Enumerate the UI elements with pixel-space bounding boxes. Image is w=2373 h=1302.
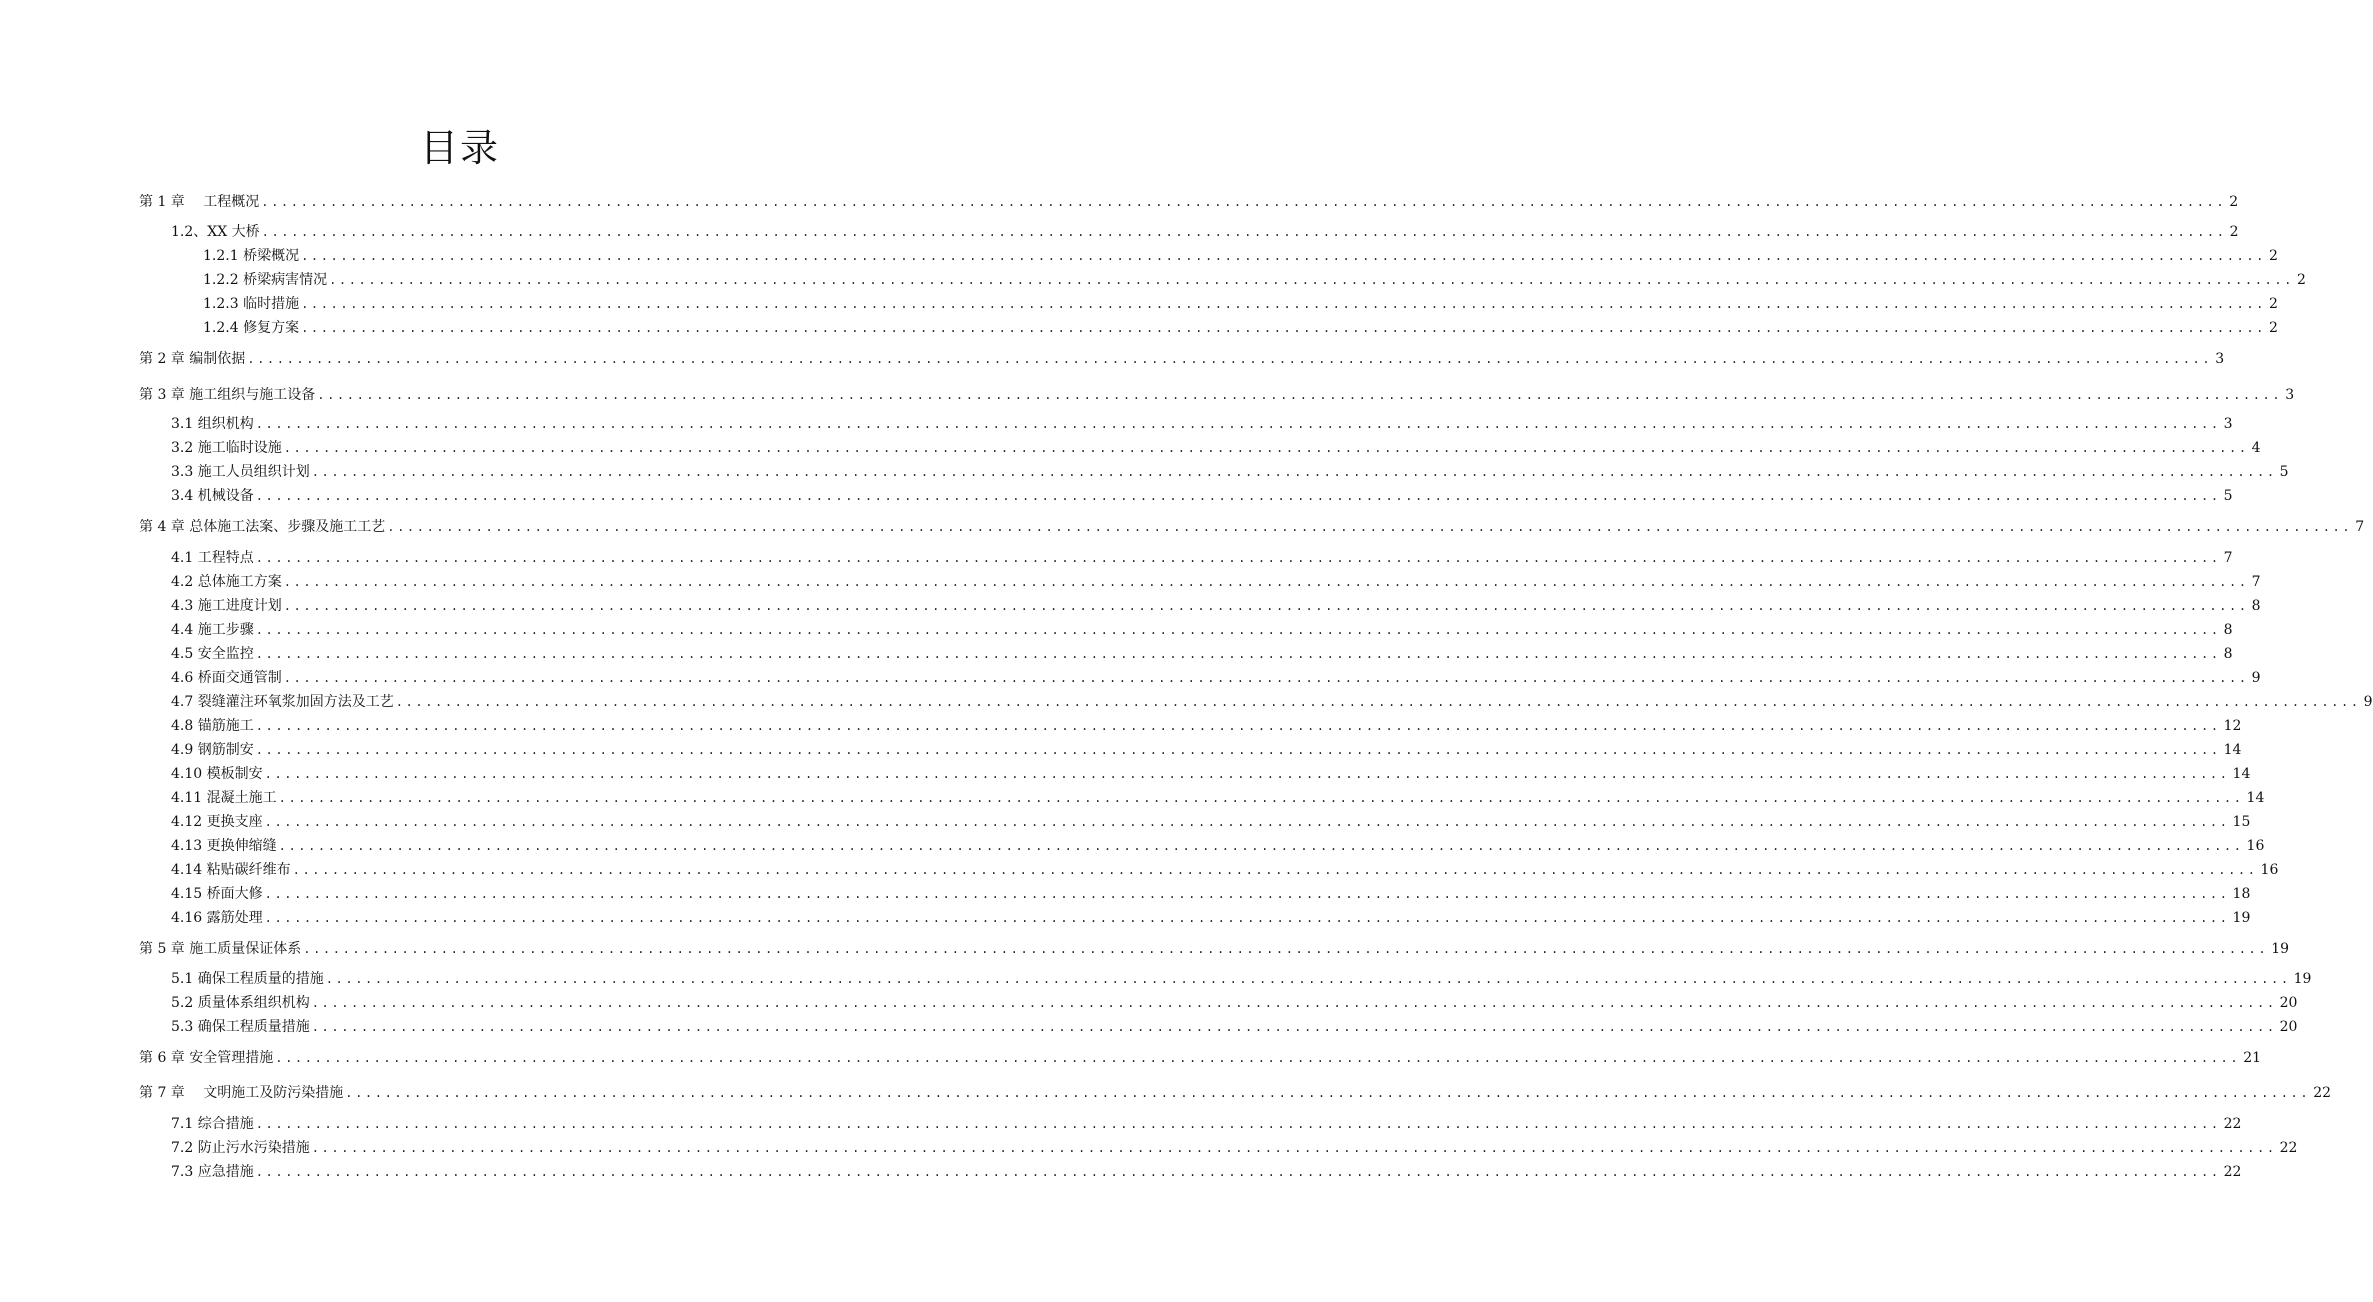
toc-entry-label: 4.10 模板制安	[171, 766, 263, 782]
toc-entry-leader: ........................................................................................................................................................................................................	[261, 195, 2227, 209]
toc-entry-leader: ........................................................................................................................................................................................................	[255, 719, 2221, 733]
toc-entry-page-number: 8	[2251, 598, 2261, 614]
toc-entry-leader: ........................................................................................................................................................................................................	[325, 972, 2291, 986]
toc-entry-page-number: 22	[2223, 1116, 2242, 1132]
toc-entry-page-number: 14	[2223, 742, 2242, 758]
toc-entry-label: 3.4 机械设备	[171, 488, 254, 504]
toc-entry[interactable]	[171, 810, 2251, 834]
toc-entry-label: 7.1 综合措施	[171, 1116, 254, 1132]
toc-entry-leader: ........................................................................................................................................................................................................	[264, 911, 2230, 925]
toc-entry[interactable]	[171, 412, 2233, 436]
toc-entry-page-number: 22	[2279, 1140, 2298, 1156]
toc-entry[interactable]	[139, 347, 2225, 371]
toc-entry-page-number: 7	[2251, 574, 2261, 590]
toc-entry-label: 第 3 章 施工组织与施工设备	[139, 387, 316, 403]
toc-entry-page-number: 14	[2232, 766, 2251, 782]
toc-entry-page-number: 4	[2251, 440, 2261, 456]
toc-entry-page-number: 3	[2285, 387, 2295, 403]
toc-entry[interactable]	[171, 906, 2251, 930]
toc-entry[interactable]	[171, 594, 2261, 618]
toc-entry[interactable]	[139, 1081, 2332, 1105]
toc-entry-label: 1.2.1 桥梁概况	[203, 248, 300, 264]
toc-entry[interactable]	[171, 690, 2373, 714]
toc-entry-page-number: 7	[2223, 550, 2233, 566]
toc-entry-leader: ........................................................................................................................................................................................................	[264, 767, 2230, 781]
toc-entry-page-number: 9	[2363, 694, 2373, 710]
toc-entry[interactable]	[171, 882, 2251, 906]
toc-entry-leader: ........................................................................................................................................................................................................	[278, 839, 2244, 853]
toc-entry-label: 第 4 章 总体施工法案、步骤及施工工艺	[139, 519, 386, 535]
toc-entry-leader: ........................................................................................................................................................................................................	[283, 441, 2249, 455]
toc-entry-leader: ........................................................................................................................................................................................................	[283, 671, 2249, 685]
toc-entry-leader: ........................................................................................................................................................................................................	[255, 743, 2221, 757]
toc-entry-page-number: 2	[2269, 320, 2278, 336]
toc-entry-leader: ........................................................................................................................................................................................................	[292, 863, 2258, 877]
toc-entry-page-number: 12	[2223, 718, 2242, 734]
toc-entry-page-number: 16	[2260, 862, 2279, 878]
toc-entry-leader: ........................................................................................................................................................................................................	[311, 1141, 2277, 1155]
toc-entry-leader: ........................................................................................................................................................................................................	[255, 1117, 2221, 1131]
toc-entry-label: 4.3 施工进度计划	[171, 598, 282, 614]
toc-entry[interactable]	[139, 190, 2239, 214]
toc-entry-label: 4.5 安全监控	[171, 646, 254, 662]
toc-entry-page-number: 21	[2243, 1050, 2262, 1066]
toc-entry-leader: ........................................................................................................................................................................................................	[301, 297, 2266, 311]
toc-entry-leader: ........................................................................................................................................................................................................	[261, 225, 2227, 239]
toc-entry-label: 4.14 粘贴碳纤维布	[171, 862, 291, 878]
toc-entry[interactable]	[139, 1046, 2262, 1070]
toc-entry-leader: ........................................................................................................................................................................................................	[329, 273, 2294, 287]
toc-entry-leader: ........................................................................................................................................................................................................	[345, 1086, 2311, 1100]
toc-entry-leader: ........................................................................................................................................................................................................	[317, 388, 2283, 402]
toc-entry-label: 7.3 应急措施	[171, 1164, 254, 1180]
toc-entry-leader: ........................................................................................................................................................................................................	[311, 1020, 2277, 1034]
toc-entry[interactable]	[171, 1112, 2242, 1136]
toc-entry[interactable]	[171, 460, 2289, 484]
toc-entry-page-number: 2	[2229, 194, 2239, 210]
toc-entry-page-number: 2	[2229, 224, 2239, 240]
toc-entry-leader: ........................................................................................................................................................................................................	[301, 321, 2266, 335]
toc-entry[interactable]	[139, 937, 2290, 961]
toc-entry-label: 4.1 工程特点	[171, 550, 254, 566]
toc-entry[interactable]	[171, 738, 2242, 762]
page-title: 目录	[419, 126, 500, 170]
toc-entry-leader: ........................................................................................................................................................................................................	[311, 996, 2277, 1010]
toc-entry-label: 4.4 施工步骤	[171, 622, 254, 638]
toc-entry[interactable]	[171, 858, 2279, 882]
toc-entry-label: 5.2 质量体系组织机构	[171, 995, 310, 1011]
toc-entry-leader: ........................................................................................................................................................................................................	[255, 647, 2221, 661]
toc-entry[interactable]	[171, 991, 2298, 1015]
toc-entry-label: 4.9 钢筋制安	[171, 742, 254, 758]
toc-entry-leader: ........................................................................................................................................................................................................	[255, 417, 2221, 431]
toc-entry-label: 1.2、XX 大桥	[171, 224, 260, 240]
toc-entry-label: 5.3 确保工程质量措施	[171, 1019, 310, 1035]
toc-entry-page-number: 18	[2232, 886, 2251, 902]
toc-entry[interactable]	[171, 786, 2265, 810]
toc-entry[interactable]	[171, 834, 2265, 858]
toc-entry-page-number: 22	[2223, 1164, 2242, 1180]
toc-entry-leader: ........................................................................................................................................................................................................	[301, 249, 2266, 263]
toc-entry-label: 4.12 更换支座	[171, 814, 263, 830]
toc-entry-page-number: 5	[2223, 488, 2233, 504]
toc-entry[interactable]	[203, 268, 2306, 292]
toc-entry[interactable]	[203, 316, 2278, 340]
toc-entry-page-number: 8	[2223, 622, 2233, 638]
toc-entry-page-number: 2	[2269, 248, 2278, 264]
toc-entry-label: 第 1 章 工程概况	[139, 194, 260, 210]
toc-entry-label: 1.2.2 桥梁病害情况	[203, 272, 328, 288]
toc-entry-leader: ........................................................................................................................................................................................................	[255, 623, 2221, 637]
toc-entry[interactable]	[171, 220, 2239, 244]
toc-entry-leader: ........................................................................................................................................................................................................	[264, 887, 2230, 901]
toc-entry-page-number: 19	[2232, 910, 2251, 926]
toc-entry[interactable]	[171, 1015, 2298, 1039]
toc-entry-leader: ........................................................................................................................................................................................................	[311, 465, 2277, 479]
toc-entry-page-number: 8	[2223, 646, 2233, 662]
toc-entry-page-number: 22	[2313, 1085, 2332, 1101]
toc-entry[interactable]	[171, 618, 2233, 642]
toc-entry-page-number: 3	[2223, 416, 2233, 432]
toc-entry-label: 4.13 更换伸缩缝	[171, 838, 277, 854]
toc-entry-page-number: 9	[2251, 670, 2261, 686]
toc-entry[interactable]	[171, 1136, 2298, 1160]
toc-entry[interactable]	[171, 642, 2233, 666]
toc-entry-label: 4.2 总体施工方案	[171, 574, 282, 590]
toc-entry-page-number: 19	[2271, 941, 2290, 957]
toc-entry-page-number: 3	[2215, 351, 2225, 367]
toc-entry-page-number: 14	[2246, 790, 2265, 806]
toc-entry-leader: ........................................................................................................................................................................................................	[387, 520, 2353, 534]
toc-entry-page-number: 2	[2297, 272, 2306, 288]
toc-entry-label: 4.6 桥面交通管制	[171, 670, 282, 686]
toc-entry[interactable]	[203, 292, 2278, 316]
toc-entry-leader: ........................................................................................................................................................................................................	[283, 599, 2249, 613]
toc-entry-label: 4.15 桥面大修	[171, 886, 263, 902]
toc-entry[interactable]	[171, 436, 2261, 460]
toc-entry-page-number: 15	[2232, 814, 2251, 830]
toc-entry-page-number: 20	[2279, 1019, 2298, 1035]
toc-entry-leader: ........................................................................................................................................................................................................	[278, 791, 2244, 805]
toc-entry[interactable]	[171, 546, 2233, 570]
toc-entry[interactable]	[171, 666, 2261, 690]
toc-entry[interactable]	[171, 1160, 2242, 1184]
toc-entry-label: 1.2.3 临时措施	[203, 296, 300, 312]
toc-entry-label: 4.16 露筋处理	[171, 910, 263, 926]
toc-entry-leader: ........................................................................................................................................................................................................	[283, 575, 2249, 589]
toc-entry-page-number: 16	[2246, 838, 2265, 854]
toc-entry-leader: ........................................................................................................................................................................................................	[255, 551, 2221, 565]
toc-entry-leader: ........................................................................................................................................................................................................	[303, 942, 2269, 956]
toc-entry-leader: ........................................................................................................................................................................................................	[264, 815, 2230, 829]
toc-entry[interactable]	[171, 762, 2251, 786]
toc-entry-leader: ........................................................................................................................................................................................................	[255, 1165, 2221, 1179]
toc-entry-label: 3.2 施工临时设施	[171, 440, 282, 456]
toc-entry[interactable]	[139, 515, 2365, 539]
toc-entry[interactable]	[203, 244, 2278, 268]
toc-entry-page-number: 19	[2293, 971, 2312, 987]
toc-entry-page-number: 7	[2355, 519, 2365, 535]
toc-entry-page-number: 5	[2279, 464, 2289, 480]
toc-entry[interactable]	[171, 570, 2261, 594]
toc-entry-page-number: 20	[2279, 995, 2298, 1011]
toc-entry[interactable]	[171, 714, 2242, 738]
toc-entry-label: 4.11 混凝土施工	[171, 790, 277, 806]
toc-entry-label: 3.3 施工人员组织计划	[171, 464, 310, 480]
toc-entry-label: 第 6 章 安全管理措施	[139, 1050, 274, 1066]
toc-entry-page-number: 2	[2269, 296, 2278, 312]
toc-entry-leader: ........................................................................................................................................................................................................	[255, 489, 2221, 503]
toc-entry-leader: ........................................................................................................................................................................................................	[275, 1051, 2241, 1065]
toc-entry-label: 第 7 章 文明施工及防污染措施	[139, 1085, 344, 1101]
toc-entry-label: 第 2 章 编制依据	[139, 351, 246, 367]
toc-entry-label: 4.7 裂缝灌注环氧浆加固方法及工艺	[171, 694, 394, 710]
toc-entry[interactable]	[171, 967, 2312, 991]
toc-entry-label: 1.2.4 修复方案	[203, 320, 300, 336]
toc-entry-label: 7.2 防止污水污染措施	[171, 1140, 310, 1156]
toc-entry-label: 第 5 章 施工质量保证体系	[139, 941, 302, 957]
toc-entry-label: 5.1 确保工程质量的措施	[171, 971, 324, 987]
toc-entry[interactable]	[171, 484, 2233, 508]
toc-entry-leader: ........................................................................................................................................................................................................	[395, 695, 2361, 709]
toc-entry-label: 4.8 锚筋施工	[171, 718, 254, 734]
toc-entry-leader: ........................................................................................................................................................................................................	[247, 352, 2213, 366]
toc-entry-label: 3.1 组织机构	[171, 416, 254, 432]
toc-entry[interactable]	[139, 383, 2295, 407]
